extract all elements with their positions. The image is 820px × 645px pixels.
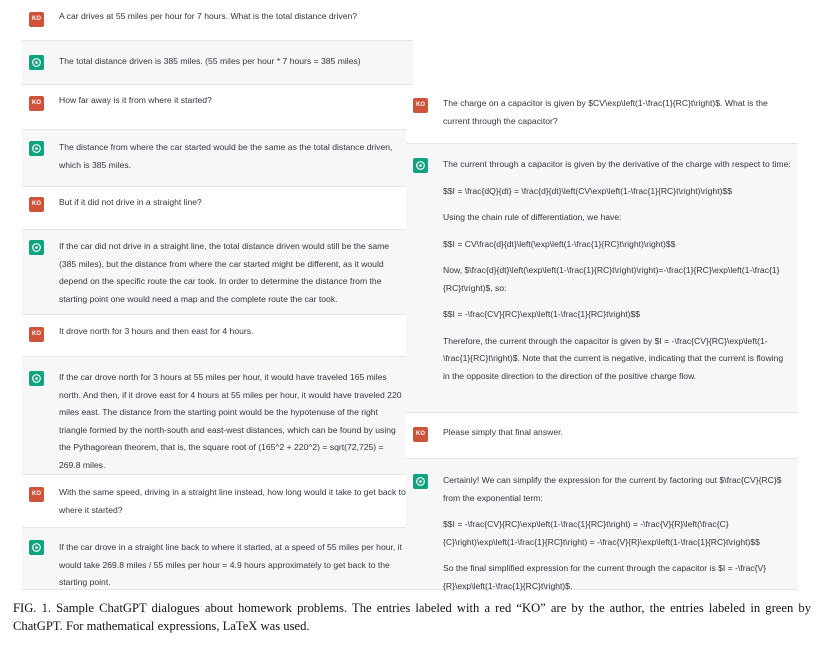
ko-avatar: KO bbox=[29, 197, 44, 212]
message-text: Now, $\frac{d}{dt}\left(\exp\left(1-\frac{1}{RC}t\right)\right)=-\frac{1}{RC}\exp\left(1-\frac{1}{RC}t\right)$, so: bbox=[443, 265, 780, 293]
ko-avatar: KO bbox=[413, 427, 428, 442]
latex-equation: $$I = \frac{dQ}{dt} = \frac{d}{dt}\left(CV\exp\left(1-\frac{1}{RC}t\right)\right)$$ bbox=[443, 185, 733, 196]
message-text: Please simply that final answer. bbox=[443, 427, 563, 437]
chatgpt-logo-icon bbox=[413, 474, 428, 489]
message-text: The total distance driven is 385 miles. (55 miles per hour * 7 hours = 385 miles) bbox=[59, 56, 361, 66]
message-text: The distance from where the car started would be the same as the total distance driven, which is 385 miles. bbox=[59, 142, 393, 170]
ko-avatar: KO bbox=[29, 487, 44, 502]
user-message bbox=[22, 0, 413, 40]
chatgpt-logo-icon bbox=[29, 55, 44, 70]
assistant-message bbox=[406, 458, 798, 590]
message-text: If the car drove north for 3 hours at 55 miles per hour, it would have traveled 165 miles north. And then, if it drove east for 4 hours at 55 miles per hour, it would have traveled 220 miles east. The distance from the starting point would be the hypotenuse of the right triangle formed by the north-south and east-west distances, which can be found by using the Pythagorean theorem, that is, the square root of (165^2 + 220^2) = sqrt(72,725) = 269.8 miles. bbox=[59, 372, 402, 470]
ko-avatar: KO bbox=[413, 98, 428, 113]
message-text: If the car did not drive in a straight line, the total distance driven would still be the same (385 miles), but the distance from where the car started might be different, as it would depend on the specific route the car took. In order to determine the distance from the starting point one would need a map and the complete route the car took. bbox=[59, 241, 390, 304]
chatgpt-logo-icon bbox=[29, 540, 44, 555]
message-text: But if it did not drive in a straight line? bbox=[59, 197, 202, 207]
chatgpt-logo-icon bbox=[413, 158, 428, 173]
assistant-message bbox=[22, 40, 413, 85]
latex-equation: $$I = CV\frac{d}{dt}\left(\exp\left(1-\frac{1}{RC}t\right)\right)$$ bbox=[443, 238, 676, 249]
chatgpt-logo-icon bbox=[29, 240, 44, 255]
assistant-message bbox=[22, 527, 413, 590]
user-message bbox=[22, 475, 413, 527]
message-text: Certainly! We can simplify the expression for the current by factoring out $\frac{CV}{RC}$ from the exponential term: bbox=[443, 475, 782, 503]
user-message bbox=[406, 86, 798, 143]
message-text: The current through a capacitor is given by the derivative of the charge with respect to time: bbox=[443, 159, 791, 169]
assistant-message bbox=[22, 129, 413, 187]
chatgpt-logo-icon bbox=[29, 141, 44, 156]
assistant-message bbox=[22, 229, 413, 315]
message-text: A car drives at 55 miles per hour for 7 hours. What is the total distance driven? bbox=[59, 11, 358, 21]
latex-equation: $$I = -\frac{CV}{RC}\exp\left(1-\frac{1}{RC}t\right) = -\frac{V}{R}\left(\frac{C}{C}\right)\exp\left(1-\frac{1}{RC}t\right) = -\frac{V}{R}\exp\left(1-\frac{1}{RC}t\right)$$ bbox=[443, 519, 760, 547]
ko-avatar: KO bbox=[29, 12, 44, 27]
user-message bbox=[22, 315, 413, 356]
user-message bbox=[22, 187, 413, 229]
ko-avatar: KO bbox=[29, 327, 44, 342]
message-text: The charge on a capacitor is given by $CV\exp\left(1-\frac{1}{RC}t\right)$. What is the current through the capacitor? bbox=[443, 98, 768, 126]
message-text: If the car drove in a straight line back to where it started, at a speed of 55 miles per hour, it would take 269.8 miles / 55 miles per hour = 4.9 hours approximately to get back to the starting point. bbox=[59, 542, 402, 587]
latex-equation: $$I = -\frac{CV}{RC}\exp\left(1-\frac{1}{RC}t\right)$$ bbox=[443, 309, 641, 319]
assistant-message bbox=[22, 356, 413, 475]
message-text: Using the chain rule of differentiation, we have: bbox=[443, 212, 622, 222]
figure-caption: FIG. 1. Sample ChatGPT dialogues about homework problems. The entries labeled with a red “KO” are by the author, the entries labeled in green by ChatGPT. For mathematical expressions, LaTeX was used. bbox=[13, 601, 811, 633]
message-text: Therefore, the current through the capacitor is given by $I = -\frac{CV}{RC}\exp\left(1-\frac{1}{RC}t\right)$. Note that the current is negative, indicating that the current is flowing in the opposite direction to the direction of the positive charge flow. bbox=[443, 335, 784, 381]
user-message bbox=[406, 413, 798, 458]
message-text: So the final simplified expression for the current through the capacitor is $I = -\frac{V}{R}\exp\left(1-\frac{1}{RC}t\right)$. bbox=[443, 563, 767, 591]
ko-avatar: KO bbox=[29, 96, 44, 111]
assistant-message bbox=[406, 143, 798, 413]
message-text: It drove north for 3 hours and then east for 4 hours. bbox=[59, 326, 254, 336]
user-message bbox=[22, 85, 413, 129]
message-text: With the same speed, driving in a straight line instead, how long would it take to get back to where it started? bbox=[59, 487, 406, 515]
chatgpt-logo-icon bbox=[29, 371, 44, 386]
message-text: How far away is it from where it started? bbox=[59, 95, 212, 105]
